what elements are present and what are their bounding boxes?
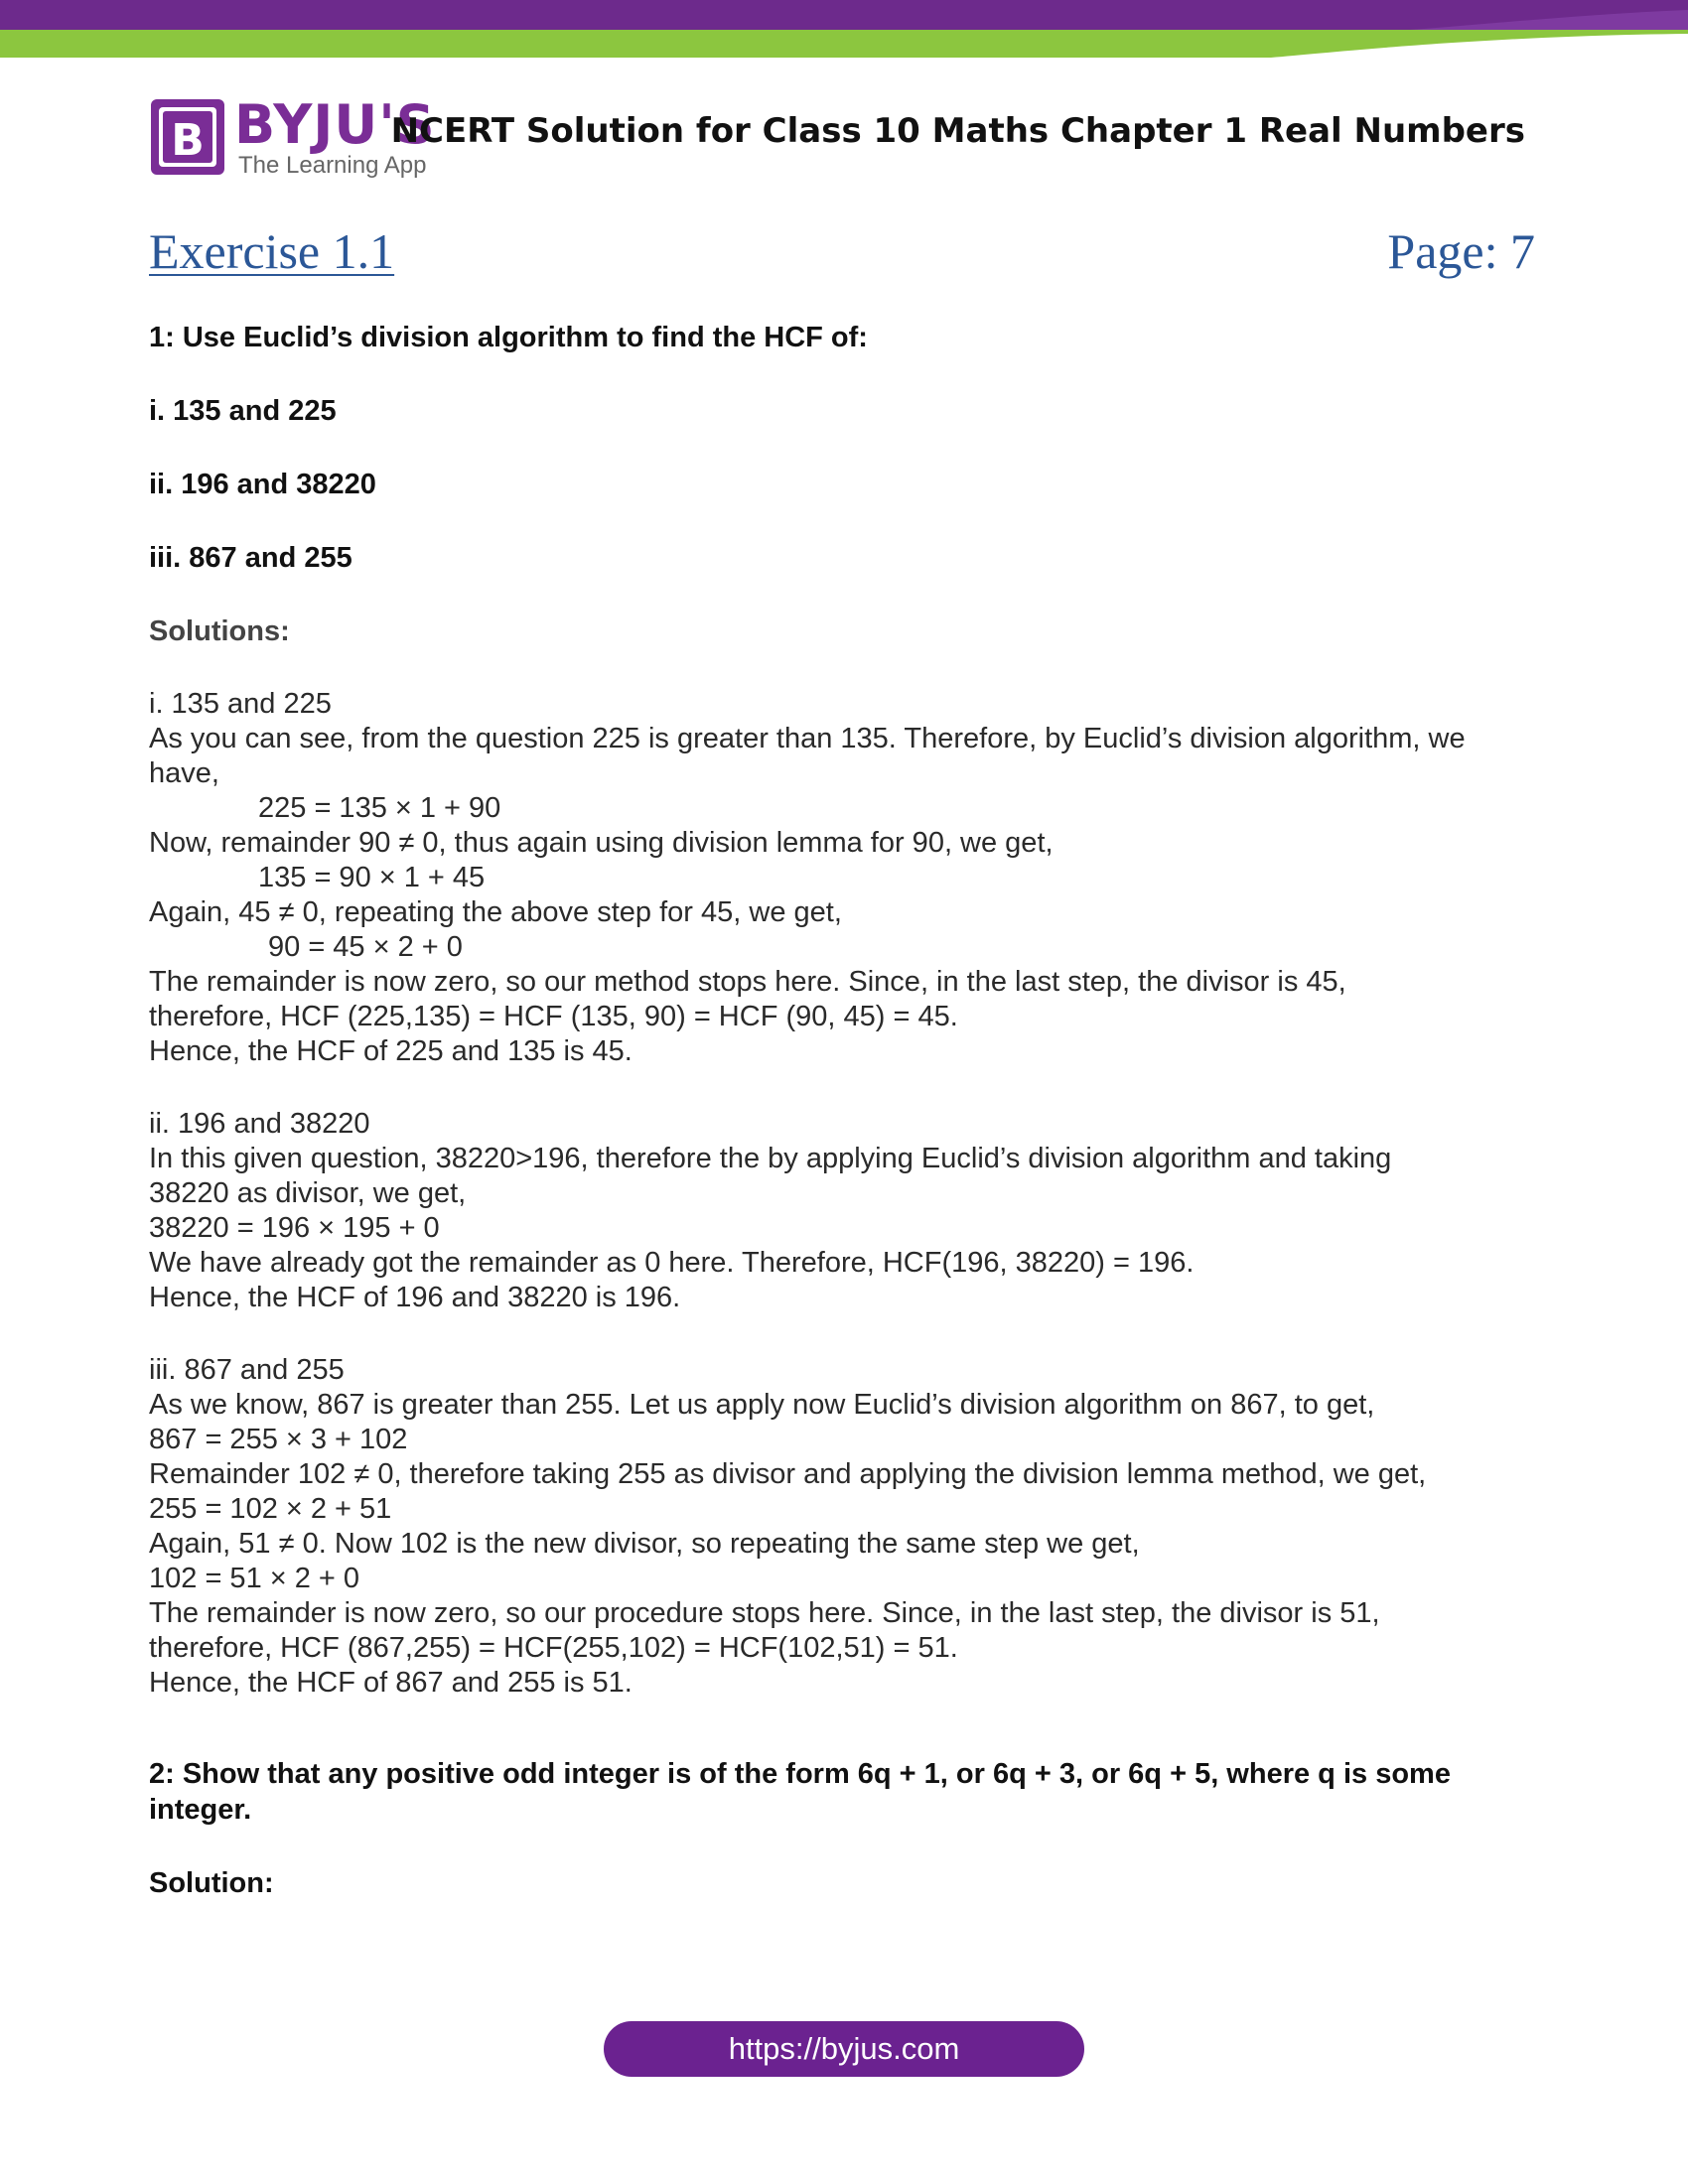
top-decorative-band	[0, 0, 1688, 60]
footer-url-link[interactable]: https://byjus.com	[604, 2021, 1084, 2077]
solution-part-iii	[149, 1353, 1539, 1701]
solution-iii-conclusion: Hence, the HCF of 867 and 255 is 51.	[149, 1667, 633, 1699]
solution-i-line: Now, remainder 90 ≠ 0, thus again using division lemma for 90, we get,	[149, 827, 1054, 859]
solution-ii-line: 38220 as divisor, we get,	[149, 1177, 467, 1209]
solution-i-line: Again, 45 ≠ 0, repeating the above step for 45, we get,	[149, 896, 842, 928]
question-1-part-ii: ii. 196 and 38220	[149, 469, 376, 500]
solution-ii-conclusion: Hence, the HCF of 196 and 38220 is 196.	[149, 1282, 681, 1313]
question-2: 2: Show that any positive odd integer is of the form 6q + 1, or 6q + 3, or 6q + 5, where q is some integer.	[149, 1758, 1451, 1826]
solution-heading: Solution:	[149, 1867, 274, 1899]
solutions-heading: Solutions:	[149, 615, 290, 647]
solution-iii-equation: 867 = 255 × 3 + 102	[149, 1424, 408, 1455]
solution-i-equation: 90 = 45 × 2 + 0	[268, 931, 463, 963]
logo-tagline: The Learning App	[238, 152, 427, 179]
solution-iii-line: Again, 51 ≠ 0. Now 102 is the new divisor, so repeating the same step we get,	[149, 1528, 1140, 1560]
solution-iii-line: Remainder 102 ≠ 0, therefore taking 255 as divisor and applying the division lemma method, we get,	[149, 1458, 1427, 1490]
solution-i-line: therefore, HCF (225,135) = HCF (135, 90) = HCF (90, 45) = 45.	[149, 1001, 958, 1032]
solution-ii-line: In this given question, 38220>196, therefore the by applying Euclid’s division algorithm and taking	[149, 1143, 1392, 1174]
solution-i-title: i. 135 and 225	[149, 688, 332, 720]
document-body	[149, 320, 1539, 1901]
solution-i-line: As you can see, from the question 225 is greater than 135. Therefore, by Euclid’s division algorithm, we have,	[149, 723, 1466, 789]
solution-i-line: The remainder is now zero, so our method stops here. Since, in the last step, the divisor is 45,	[149, 966, 1346, 998]
solution-part-ii	[149, 1107, 1539, 1315]
solution-part-i	[149, 687, 1539, 1069]
question-1: 1: Use Euclid’s division algorithm to find the HCF of:	[149, 322, 868, 353]
page-header	[149, 93, 1539, 187]
solution-i-conclusion: Hence, the HCF of 225 and 135 is 45.	[149, 1035, 633, 1067]
solution-i-equation: 135 = 90 × 1 + 45	[258, 862, 486, 893]
solution-iii-title: iii. 867 and 255	[149, 1354, 345, 1386]
exercise-title: Exercise 1.1	[149, 223, 395, 279]
solution-ii-title: ii. 196 and 38220	[149, 1108, 370, 1140]
question-1-part-iii: iii. 867 and 255	[149, 542, 352, 574]
logo-wordmark: BYJU'S	[234, 93, 436, 156]
solution-ii-line: We have already got the remainder as 0 here. Therefore, HCF(196, 38220) = 196.	[149, 1247, 1195, 1279]
page-number: Page: 7	[1387, 223, 1535, 279]
solution-iii-line: therefore, HCF (867,255) = HCF(255,102) = HCF(102,51) = 51.	[149, 1632, 958, 1664]
document-title: NCERT Solution for Class 10 Maths Chapter 1 Real Numbers	[390, 111, 1525, 151]
solution-iii-equation: 102 = 51 × 2 + 0	[149, 1563, 360, 1594]
logo-mark-letter: B	[171, 115, 205, 166]
question-1-part-i: i. 135 and 225	[149, 395, 337, 427]
exercise-header	[149, 222, 1535, 282]
byjus-logo-mark-icon	[149, 97, 226, 177]
solution-iii-line: The remainder is now zero, so our procedure stops here. Since, in the last step, the divisor is 51,	[149, 1597, 1380, 1629]
solution-iii-line: As we know, 867 is greater than 255. Let us apply now Euclid’s division algorithm on 867, to get,	[149, 1389, 1375, 1421]
solution-iii-equation: 255 = 102 × 2 + 51	[149, 1493, 392, 1525]
solution-i-equation: 225 = 135 × 1 + 90	[258, 792, 501, 824]
solution-ii-equation: 38220 = 196 × 195 + 0	[149, 1212, 440, 1244]
